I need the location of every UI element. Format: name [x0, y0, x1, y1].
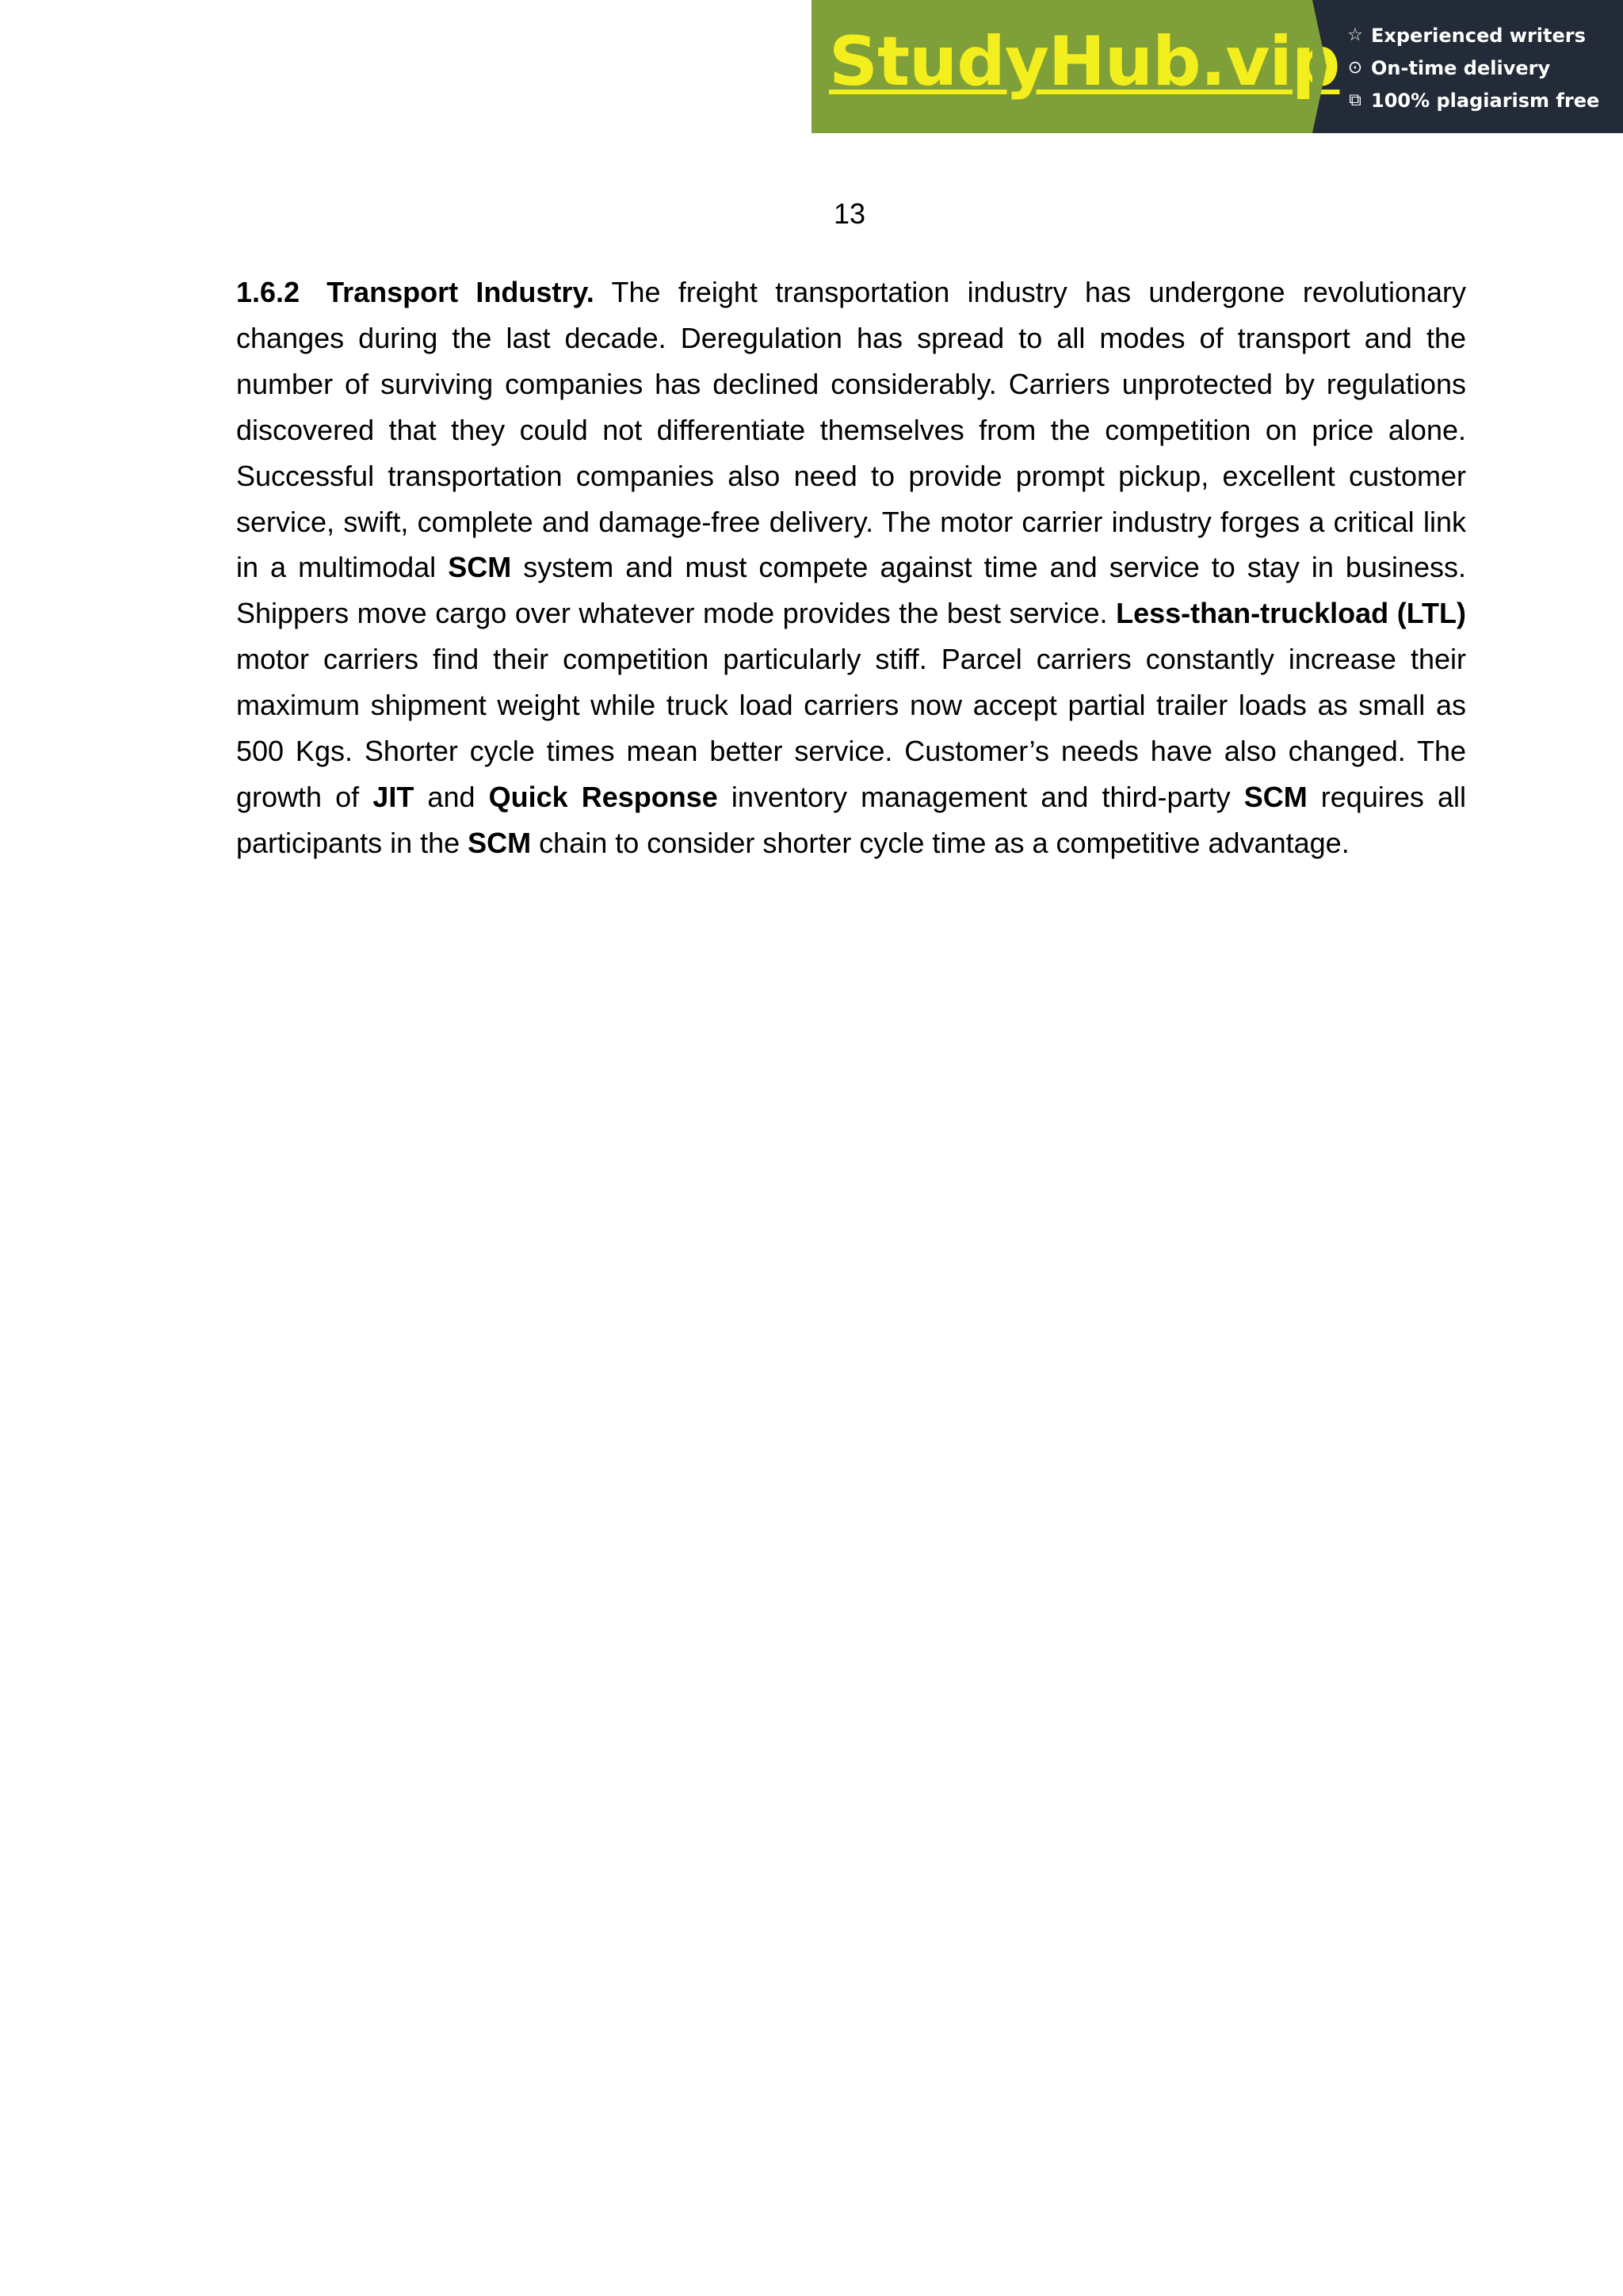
paragraph-text: The freight transportation industry has undergone revolutionary changes during the last decade. Deregulation has spread to all modes of transport and the number of surviving companies has declined considerably. Carriers unprotected by regulations discovered that they could not differentiate themselves from the competition on price alone. Successful transportation companies also need to provide prompt pickup, excellent customer service, swift, complete and damage-free delivery. The motor carrier industry forges a critical link in a multimodal [236, 276, 1466, 584]
paragraph-text: requires all participants in the [236, 780, 1466, 859]
copy-icon: ⧉ [1349, 90, 1361, 110]
feature-plagiarism-free [1346, 84, 1623, 117]
promo-banner[interactable] [812, 0, 1623, 133]
feature-experienced-writers [1346, 19, 1623, 52]
banner-arrow-decoration [1312, 0, 1327, 133]
section-paragraph [236, 269, 1466, 866]
paragraph-text: system and must compete against time and service to stay in business. Shippers move cargo over whatever mode provides the best service. [236, 551, 1467, 630]
paragraph-text: inventory management and third-party [717, 780, 1244, 813]
banner-features [1312, 0, 1623, 133]
term-scm: SCM [448, 551, 512, 584]
term-quick-response: Quick Response [488, 780, 718, 813]
term-scm: SCM [468, 826, 532, 859]
feature-label: On-time delivery [1371, 56, 1551, 79]
term-jit: JIT [372, 780, 414, 813]
term-scm: SCM [1243, 780, 1308, 813]
feature-on-time-delivery [1346, 52, 1623, 84]
feature-label: Experienced writers [1371, 24, 1586, 47]
paragraph-text: motor carriers find their competition particularly stiff. Parcel carriers constantly increase their maximum shipment weight while truck load carriers now accept partial trailer loads as small as 500 Kgs. Shorter cycle times mean better service. Customer’s needs have also changed. The growth of [236, 643, 1466, 813]
paragraph-text: chain to consider shorter cycle time as a competitive advantage. [531, 826, 1350, 859]
clock-icon: ⊙ [1347, 58, 1363, 78]
paragraph-text: and [414, 780, 489, 813]
banner-logo[interactable] [812, 0, 1340, 133]
logo-text: StudyHub.vip [829, 22, 1340, 101]
star-icon: ☆ [1347, 25, 1363, 45]
section-title: Transport Industry. [327, 276, 594, 308]
page-number: 13 [833, 197, 866, 230]
feature-label: 100% plagiarism free [1371, 89, 1600, 112]
term-ltl: Less-than-truckload (LTL) [1116, 597, 1466, 630]
section-number: 1.6.2 [236, 276, 300, 308]
